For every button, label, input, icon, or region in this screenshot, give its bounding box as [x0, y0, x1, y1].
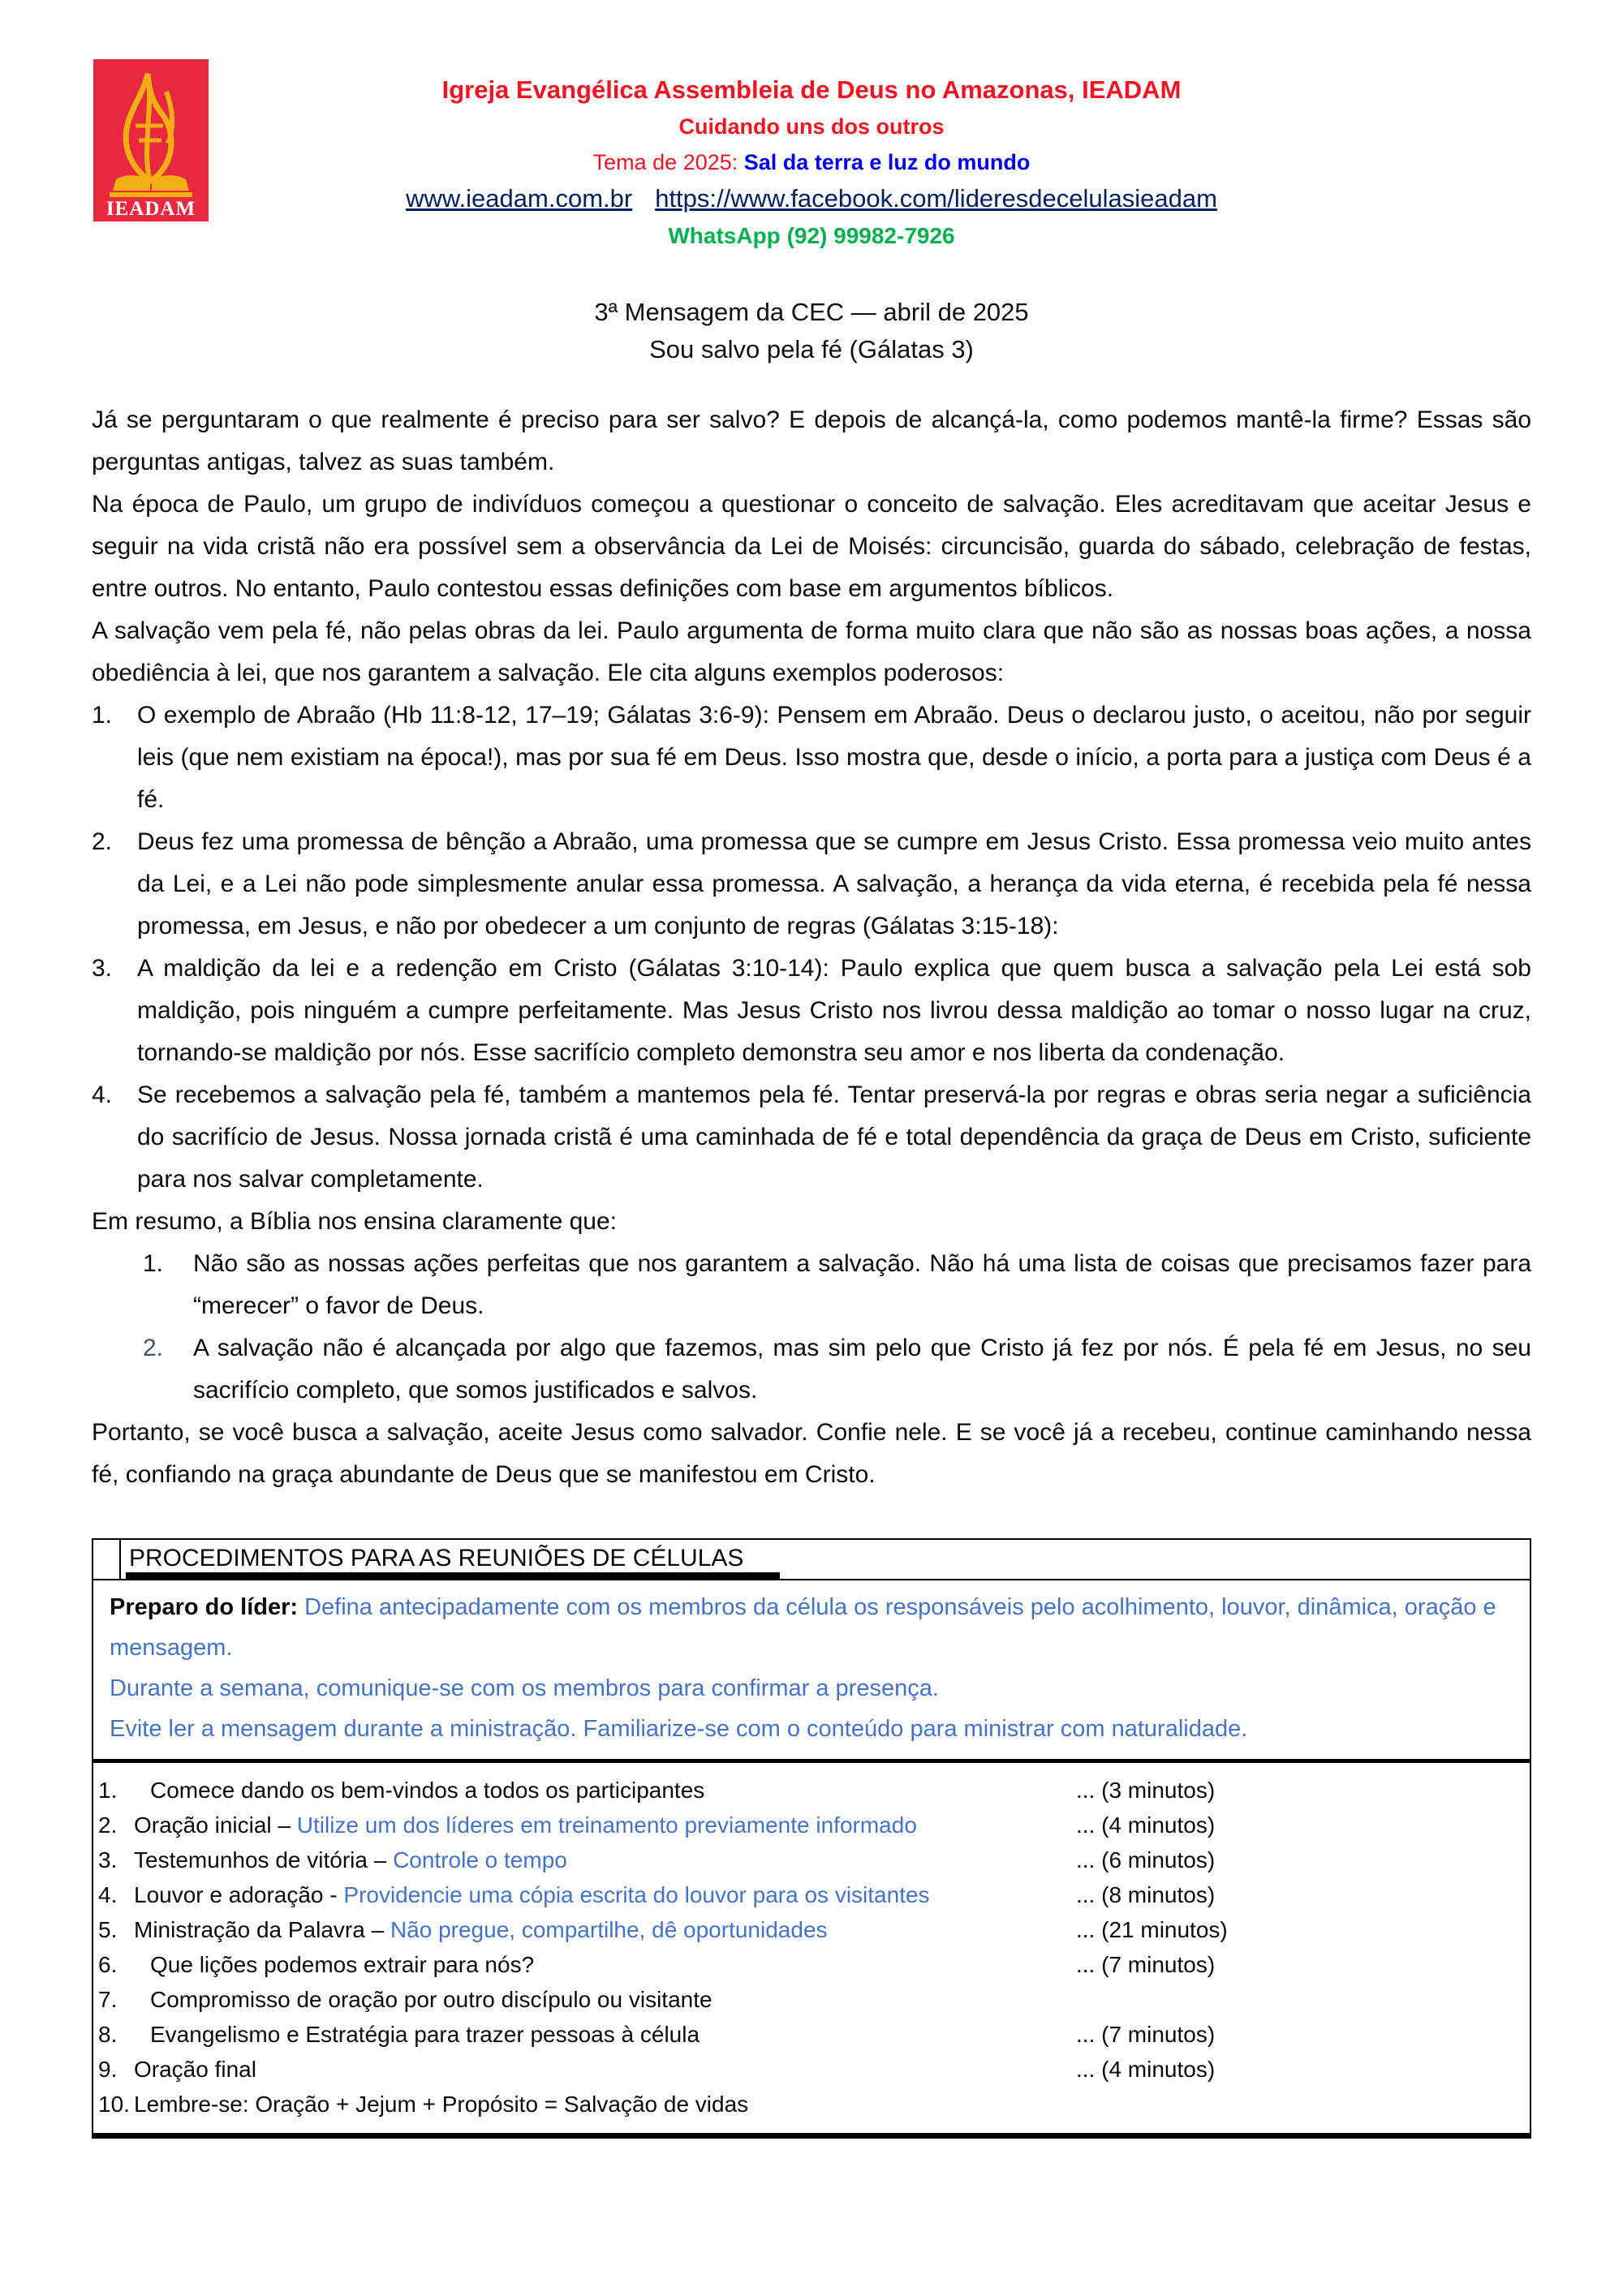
procedure-text: Louvor e adoração - — [134, 1882, 344, 1907]
example-text: Se recebemos a salvação pela fé, também a mantemos pela fé. Tentar preservá-la por regras e obras seria negar a suficiência do sacrifício de Jesus. Nossa jornada cristã é uma caminhada de fé e total dependência da graça de Deus em Cristo, suficiente para nos salvar completamente. — [137, 1081, 1531, 1193]
procedure-number: 5. — [98, 1917, 118, 1942]
procedure-number: 6. — [98, 1952, 118, 1977]
procedure-row — [98, 2052, 1525, 2087]
paragraph: Na época de Paulo, um grupo de indivíduos começou a questionar o conceito de salvação. Eles acreditavam que aceitar Jesus e seguir na vida cristã não era possível sem a observância da Lei de Moisés: circuncisão, guarda do sábado, celebração de festas, entre outros. No entanto, Paulo contestou essas definições com base em argumentos bíblicos. — [92, 491, 1531, 602]
procedure-number: 9. — [98, 2057, 118, 2082]
example-item — [92, 694, 1531, 821]
example-item — [92, 821, 1531, 948]
document-title — [92, 294, 1531, 368]
ieadam-logo-icon — [93, 59, 209, 221]
procedure-number: 3. — [98, 1847, 118, 1872]
procedures-table — [92, 1538, 1531, 2139]
resumo-number: 1. — [143, 1250, 164, 1277]
procedure-row — [98, 1842, 1525, 1877]
paragraph: Já se perguntaram o que realmente é preciso para ser salvo? E depois de alcançá-la, como podemos mantê-la firme? Essas são perguntas antigas, talvez as suas também. — [92, 406, 1531, 475]
example-text: Deus fez uma promessa de bênção a Abraão, uma promessa que se cumpre em Jesus Cristo. Essa promessa veio muito antes da Lei, e a Lei não pode simplesmente anular essa promessa. A salvação, a herança da vida eterna, é recebida pela fé nessa promessa, em Jesus, e não por obedecer a um conjunto de regras (Gálatas 3:15-18): — [137, 828, 1531, 939]
procedure-text: Que lições podemos extrair para nós? — [150, 1952, 535, 1977]
procedure-text: Compromisso de oração por outro discípulo ou visitante — [150, 1987, 712, 2012]
procedure-duration: ... (4 minutos) — [1076, 1812, 1216, 1838]
title-line-1: 3ª Mensagem da CEC — abril de 2025 — [594, 298, 1029, 326]
procedure-number: 4. — [98, 1882, 118, 1907]
procedure-duration: ... (6 minutos) — [1076, 1847, 1216, 1872]
procedure-text: Oração inicial – — [134, 1812, 297, 1838]
table-header-spacer-cell — [93, 1540, 121, 1579]
resumo-text: Não são as nossas ações perfeitas que nos garantem a salvação. Não há uma lista de coisas que precisamos fazer para “merecer” o favor de Deus. — [193, 1250, 1531, 1319]
procedure-number: 7. — [98, 1987, 118, 2012]
example-text: O exemplo de Abraão (Hb 11:8-12, 17–19; Gálatas 3:6-9): Pensem em Abraão. Deus o declarou justo, o aceitou, não por seguir leis (que nem existiam na época!), mas por sua fé em Deus. Isso mostra que, desde o início, a porta para a justiça com Deus é a fé. — [137, 702, 1531, 813]
prep-line: Evite ler a mensagem durante a ministração. Familiarize-se com o conteúdo para ministrar com naturalidade. — [110, 1716, 1248, 1742]
example-number: 2. — [92, 828, 113, 855]
procedure-text: Oração final — [134, 2057, 256, 2082]
prep-intro-line — [110, 1587, 1513, 1668]
procedure-duration: ... (7 minutos) — [1076, 1952, 1216, 1977]
prep-intro-text: Defina antecipadamente com os membros da célula os responsáveis pelo acolhimento, louvor, dinâmica, oração e mensagem. — [110, 1594, 1496, 1661]
procedures-rows — [93, 1763, 1530, 2133]
procedure-text: Comece dando os bem-vindos a todos os participantes — [150, 1778, 705, 1803]
prep-line: Durante a semana, comunique-se com os membros para confirmar a presença. — [110, 1675, 939, 1701]
resumo-list — [92, 1243, 1531, 1412]
paragraph: A salvação vem pela fé, não pelas obras da lei. Paulo argumenta de forma muito clara que não são as nossas boas ações, a nossa obediência à lei, que nos garantem a salvação. Ele cita alguns exemplos poderosos: — [92, 617, 1531, 686]
links-line — [92, 180, 1531, 217]
procedure-row — [98, 1947, 1525, 1982]
procedure-duration: ... (21 minutos) — [1076, 1917, 1228, 1942]
procedure-row — [98, 1912, 1525, 1947]
procedure-duration: ... (3 minutos) — [1076, 1778, 1216, 1803]
theme-line — [92, 144, 1531, 180]
message-body — [92, 399, 1531, 1496]
example-number: 3. — [92, 955, 113, 982]
website-link[interactable]: www.ieadam.com.br — [406, 184, 633, 213]
procedure-duration: ... (4 minutos) — [1076, 2057, 1216, 2082]
whatsapp-line: WhatsApp (92) 99982-7926 — [668, 223, 955, 248]
procedure-number: 10. — [98, 2092, 130, 2117]
procedures-table-header — [93, 1540, 1530, 1580]
procedure-number: 1. — [98, 1778, 118, 1803]
procedure-duration: ... (7 minutos) — [1076, 2022, 1216, 2047]
church-logo — [93, 59, 209, 221]
examples-list — [92, 694, 1531, 1201]
church-motto: Cuidando uns dos outros — [678, 114, 945, 139]
procedure-duration: ... (8 minutos) — [1076, 1882, 1216, 1907]
prep-label: Preparo do líder: — [110, 1594, 305, 1620]
resumo-item — [143, 1327, 1531, 1412]
procedure-text: Lembre-se: Oração + Jejum + Propósito = Salvação de vidas — [134, 2092, 749, 2117]
procedure-text: Ministração da Palavra – — [134, 1917, 390, 1942]
procedure-row — [98, 1877, 1525, 1912]
resumo-text: A salvação não é alcançada por algo que fazemos, mas sim pelo que Cristo já fez por nós. É pela fé em Jesus, no seu sacrifício completo, que somos justificados e salvos. — [193, 1335, 1531, 1404]
procedure-note: Não pregue, compartilhe, dê oportunidades — [390, 1917, 828, 1942]
example-number: 4. — [92, 1081, 113, 1108]
leader-prep-cell — [93, 1580, 1530, 1763]
logo-wordmark: IEADAM — [105, 198, 196, 220]
example-text: A maldição da lei e a redenção em Cristo (Gálatas 3:10-14): Paulo explica que quem busca a salvação pela Lei está sob maldição, pois ninguém a cumpre perfeitamente. Mas Jesus Cristo nos livrou dessa maldição ao tomar o nosso lugar na cruz, tornando-se maldição por nós. Esse sacrifício completo demonstra seu amor e nos liberta da condenação. — [137, 955, 1531, 1066]
resumo-item — [143, 1243, 1531, 1327]
procedure-row — [98, 1808, 1525, 1842]
procedure-text: Testemunhos de vitória – — [134, 1847, 394, 1872]
procedure-note: Providencie uma cópia escrita do louvor para os visitantes — [343, 1882, 930, 1907]
procedure-note: Controle o tempo — [393, 1847, 567, 1872]
example-item — [92, 1074, 1531, 1201]
example-item — [92, 948, 1531, 1074]
facebook-link[interactable]: https://www.facebook.com/lideresdecelulasieadam — [655, 184, 1217, 213]
procedure-number: 8. — [98, 2022, 118, 2047]
procedure-note: Utilize um dos líderes em treinamento previamente informado — [296, 1812, 917, 1838]
letterhead — [92, 71, 1531, 255]
procedure-number: 2. — [98, 1812, 118, 1838]
procedure-row — [98, 2087, 1525, 2122]
procedure-text: Evangelismo e Estratégia para trazer pessoas à célula — [150, 2022, 700, 2047]
closing-paragraph: Portanto, se você busca a salvação, aceite Jesus como salvador. Confie nele. E se você já a recebeu, continue caminhando nessa fé, confiando na graça abundante de Deus que se manifestou em Cristo. — [92, 1419, 1531, 1488]
procedure-row — [98, 1773, 1525, 1808]
example-number: 1. — [92, 702, 113, 729]
procedure-row — [98, 1982, 1525, 2017]
theme-value: Sal da terra e luz do mundo — [743, 150, 1031, 174]
procedures-table-title: PROCEDIMENTOS PARA AS REUNIÕES DE CÉLULAS — [126, 1540, 780, 1580]
title-line-2: Sou salvo pela fé (Gálatas 3) — [649, 335, 974, 363]
theme-label: Tema de 2025: — [592, 150, 744, 174]
resumo-intro: Em resumo, a Bíblia nos ensina claramente que: — [92, 1208, 618, 1235]
procedure-row — [98, 2017, 1525, 2052]
resumo-number: 2. — [143, 1335, 164, 1361]
church-name: Igreja Evangélica Assembleia de Deus no Amazonas, IEADAM — [441, 75, 1182, 104]
